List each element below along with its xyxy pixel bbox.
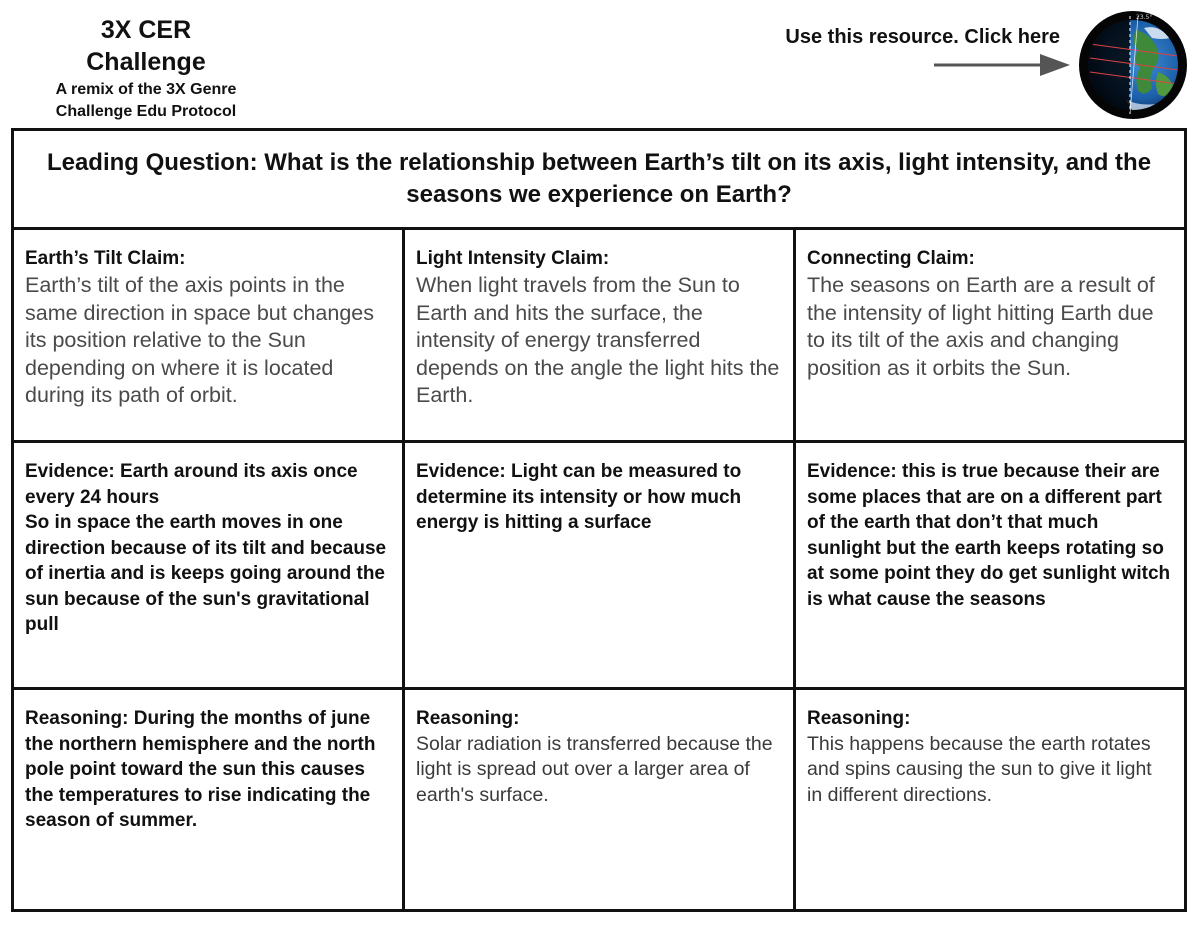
tilt-claim-cell xyxy=(14,230,405,443)
subtitle-line-2: Challenge Edu Protocol xyxy=(55,103,237,120)
connecting-evidence-text: Evidence: this is true because their are some places that are on a different part of the earth that don’t that much sunlight but the earth keeps rotating so at some point they do get sunlight witch is what cause the seasons xyxy=(807,461,1171,610)
tilt-claim-heading: Earth’s Tilt Claim: xyxy=(25,248,186,269)
leading-question: Leading Question: What is the relationship between Earth’s tilt on its axis, light intensity, and the seasons we experience on Earth? xyxy=(14,131,1184,230)
resource-link[interactable]: Use this resource. Click here xyxy=(785,26,1060,48)
connecting-reasoning-cell xyxy=(796,690,1184,909)
light-evidence-cell xyxy=(405,443,796,690)
tilt-evidence-line-2: So in space the earth moves in one direction because of its tilt and because of inertia and is keeps going around the sun because of the sun's gravitational pull xyxy=(25,512,387,635)
light-reasoning-body: Solar radiation is transferred because the light is spread out over a larger area of earth's surface. xyxy=(416,732,773,806)
cer-worksheet xyxy=(11,128,1187,912)
title-line-2: Challenge xyxy=(86,48,206,76)
subtitle-line-1: A remix of the 3X Genre xyxy=(55,81,237,98)
light-reasoning-heading: Reasoning: xyxy=(416,708,520,729)
tilt-evidence-line-1: Evidence: Earth around its axis once every 24 hours xyxy=(25,461,358,508)
earth-globe-icon[interactable] xyxy=(1078,10,1188,120)
light-claim-cell xyxy=(405,230,796,443)
axis-tilt-label: 23.5° xyxy=(1136,14,1153,21)
tilt-evidence-cell xyxy=(14,443,405,690)
connecting-claim-body: The seasons on Earth are a result of the intensity of light hitting Earth due to its tilt of the axis and changing position as it orbits the Sun. xyxy=(807,273,1155,380)
arrow-right-icon xyxy=(932,52,1072,78)
connecting-claim-cell xyxy=(796,230,1184,443)
tilt-reasoning-text: Reasoning: During the months of june the northern hemisphere and the north pole point toward the sun this causes the temperatures to rise indicating the season of summer. xyxy=(25,708,376,831)
light-claim-body: When light travels from the Sun to Earth and hits the surface, the intensity of energy transferred depends on the angle the light hits the Earth. xyxy=(416,273,780,407)
connecting-evidence-cell xyxy=(796,443,1184,690)
title-line-1: 3X CER xyxy=(100,16,192,44)
connecting-claim-heading: Connecting Claim: xyxy=(807,248,975,269)
tilt-claim-body: Earth’s tilt of the axis points in the same direction in space but changes its position relative to the Sun depending on where it is located during its path of orbit. xyxy=(25,273,374,407)
connecting-reasoning-heading: Reasoning: xyxy=(807,708,911,729)
light-reasoning-cell xyxy=(405,690,796,909)
tilt-reasoning-cell xyxy=(14,690,405,909)
title-block xyxy=(30,14,262,122)
connecting-reasoning-body: This happens because the earth rotates and spins causing the sun to give it light in different directions. xyxy=(807,732,1152,806)
light-evidence-text: Evidence: Light can be measured to determine its intensity or how much energy is hitting a surface xyxy=(416,461,742,533)
light-claim-heading: Light Intensity Claim: xyxy=(416,248,610,269)
